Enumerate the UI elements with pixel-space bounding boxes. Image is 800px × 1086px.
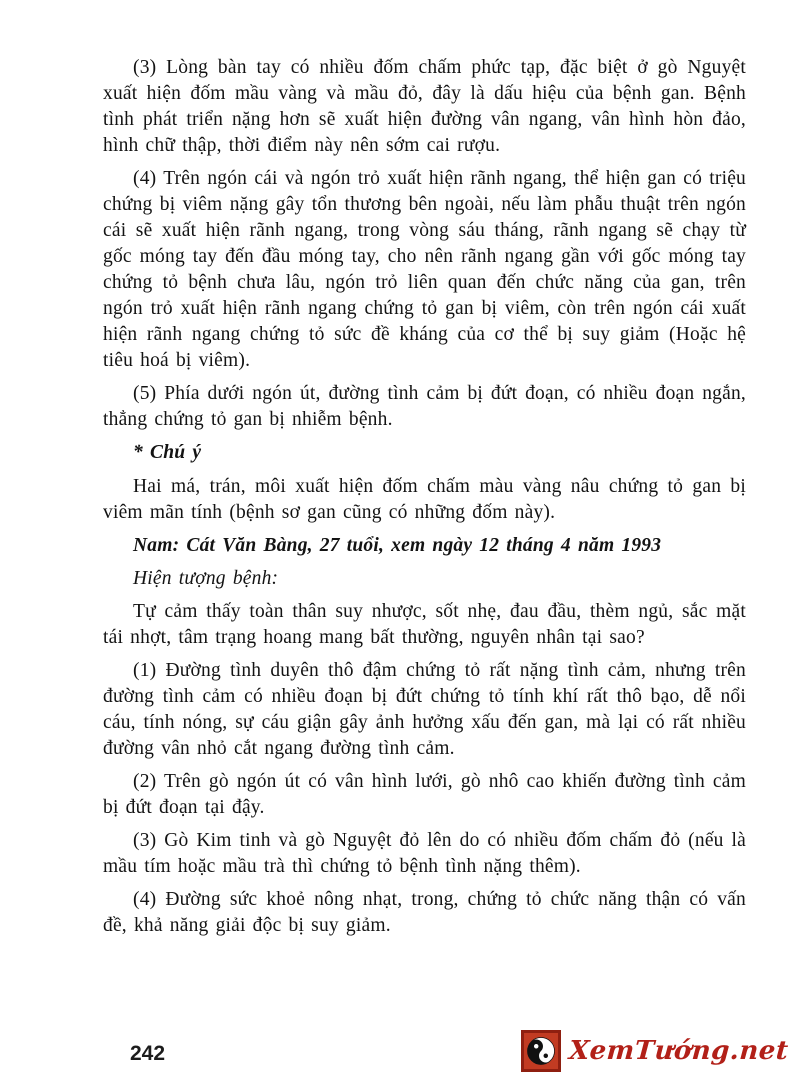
- book-page: [103, 55, 746, 946]
- symptoms-heading: Hiện tượng bệnh:: [133, 568, 279, 589]
- watermark: [521, 1030, 788, 1072]
- case-study-title: Nam: Cát Văn Bàng, 27 tuổi, xem ngày 12 tháng 4 năm 1993: [133, 535, 662, 556]
- paragraph-point-2-mount-net: (2) Trên gò ngón út có vân hình lưới, gò nhô cao khiến đường tình cảm bị đứt đoạn tại đậy.: [103, 771, 746, 818]
- paragraph-point-1-love-line: (1) Đường tình duyên thô đậm chứng tỏ rất nặng tình cảm, nhưng trên đường tình cảm có nhiều đoạn bị đứt chứng tỏ tính khí rất thô bạo, dễ nổi cáu, tính nóng, sự cáu giận gây ảnh hưởng xấu đến gan, mà lại có rất nhiều đường vân nhỏ cắt ngang đường tình cảm.: [103, 660, 746, 759]
- watermark-site-name: XemTướng.net: [567, 1036, 790, 1066]
- paragraph-point-4-thumb-grooves: (4) Trên ngón cái và ngón trỏ xuất hiện rãnh ngang, thể hiện gan có triệu chứng bị viêm nặng gây tổn thương bên ngoài, nếu làm phẫu thuật trên ngón cái sẽ xuất hiện rãnh ngang, trong vòng sáu tháng, rãnh ngang sẽ chạy từ gốc móng tay đến đầu móng tay, cho nên rãnh ngang gần với gốc móng tay chứng tỏ bệnh chưa lâu, ngón trỏ liên quan đến chức năng của gan, trên ngón trỏ xuất hiện rãnh ngang chứng tỏ gan bị viêm, còn trên ngón cái xuất hiện rãnh ngang chứng tỏ sức đề kháng của cơ thể bị suy giảm (Hoặc hệ tiêu hoá bị viêm).: [103, 168, 746, 371]
- paragraph-point-3-palm-spots: (3) Lòng bàn tay có nhiều đốm chấm phức tạp, đặc biệt ở gò Nguyệt xuất hiện đốm mầu vàng và mầu đỏ, đây là dấu hiệu của bệnh gan. Bệnh tình phát triển nặng hơn sẽ xuất hiện đường vân ngang, vân hình hòn đảo, hình chữ thập, thời điểm này nên sớm cai rượu.: [103, 57, 746, 156]
- paragraph-note-body: Hai má, trán, môi xuất hiện đốm chấm màu vàng nâu chứng tỏ gan bị viêm mãn tính (bệnh sơ gan cũng có những đốm này).: [103, 476, 746, 523]
- page-number: 242: [130, 1042, 166, 1065]
- paragraph-point-5-heart-line: (5) Phía dưới ngón út, đường tình cảm bị đứt đoạn, có nhiều đoạn ngắn, thẳng chứng tỏ gan bị nhiễm bệnh.: [103, 383, 746, 430]
- note-heading: * Chú ý: [133, 442, 202, 463]
- paragraph-point-4-health-line: (4) Đường sức khoẻ nông nhạt, trong, chứng tỏ chức năng thận có vấn đề, khả năng giải độc bị suy giảm.: [103, 889, 746, 936]
- yin-yang-icon: [521, 1030, 561, 1072]
- paragraph-symptoms: Tự cảm thấy toàn thân suy nhược, sốt nhẹ, đau đầu, thèm ngủ, sắc mặt tái nhợt, tâm trạng hoang mang bất thường, nguyên nhân tại sao?: [103, 601, 746, 648]
- paragraph-point-3-mounts-red: (3) Gò Kim tinh và gò Nguyệt đỏ lên do có nhiều đốm chấm đỏ (nếu là mầu tím hoặc mầu trà thì chứng tỏ bệnh tình nặng thêm).: [103, 830, 746, 877]
- page-footer: [0, 1024, 800, 1086]
